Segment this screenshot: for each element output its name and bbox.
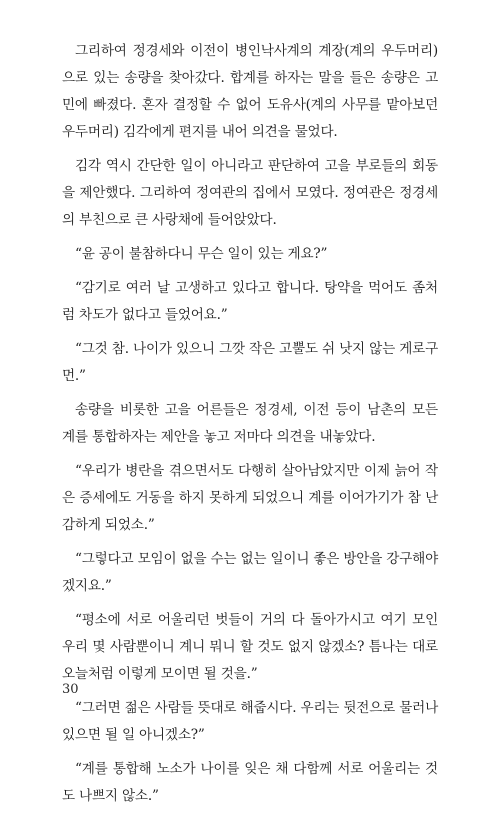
dialogue-line: “평소에 서로 어울리던 벗들이 거의 다 돌아가시고 여기 모인 우리 몇 사람뿐이니 계니 뭐니 할 것도 없지 않겠소? 틈나는 대로 오늘처럼 이렇게 모이면 될 것을.” — [62, 612, 438, 682]
dialogue-line: “그것 참. 나이가 있으니 그깟 작은 고뿔도 쉬 낫지 않는 게로구먼.” — [62, 341, 438, 384]
body-text — [62, 38, 438, 817]
dialogue-line: “감기로 여러 날 고생하고 있다고 합니다. 탕약을 먹어도 좀처럼 차도가 없다고 들었어요.” — [62, 280, 438, 323]
dialogue-line: “우리가 병란을 겪으면서도 다행히 살아남았지만 이제 늙어 작은 증세에도 거동을 하지 못하게 되었으니 계를 이어가기가 참 난감하게 되었소.” — [62, 463, 438, 533]
page-number: 30 — [62, 682, 79, 697]
paragraph: 김각 역시 간단한 일이 아니라고 판단하여 고을 부로들의 회동을 제안했다. 그리하여 정여관의 집에서 모였다. 정여관은 정경세의 부친으로 큰 사랑채에 들어앉았다. — [62, 158, 438, 228]
dialogue-line: “그렇다고 모임이 없을 수는 없는 일이니 좋은 방안을 강구해야겠지요.” — [62, 551, 439, 594]
dialogue-line: “그러면 젊은 사람들 뜻대로 해줍시다. 우리는 뒷전으로 물러나 있으면 될 일 아니겠소?” — [62, 700, 439, 743]
paragraph: 송량을 비롯한 고을 어른들은 정경세, 이전 등이 남촌의 모든 계를 통합하자는 제안을 놓고 저마다 의견을 내놓았다. — [62, 402, 438, 445]
paragraph: 그리하여 정경세와 이전이 병인낙사계의 계장(계의 우두머리)으로 있는 송량을 찾아갔다. 합계를 하자는 말을 들은 송량은 고민에 빠졌다. 혼자 결정할 수 없어 도유사(계의 사무를 맡아보던 우두머리) 김각에게 편지를 내어 의견을 물었다. — [62, 43, 438, 140]
dialogue-line: “윤 공이 불참하다니 무슨 일이 있는 게요?” — [75, 246, 328, 262]
dialogue-line: “계를 통합해 노소가 나이를 잊은 채 다함께 서로 어울리는 것도 나쁘지 않소.” — [62, 761, 438, 804]
